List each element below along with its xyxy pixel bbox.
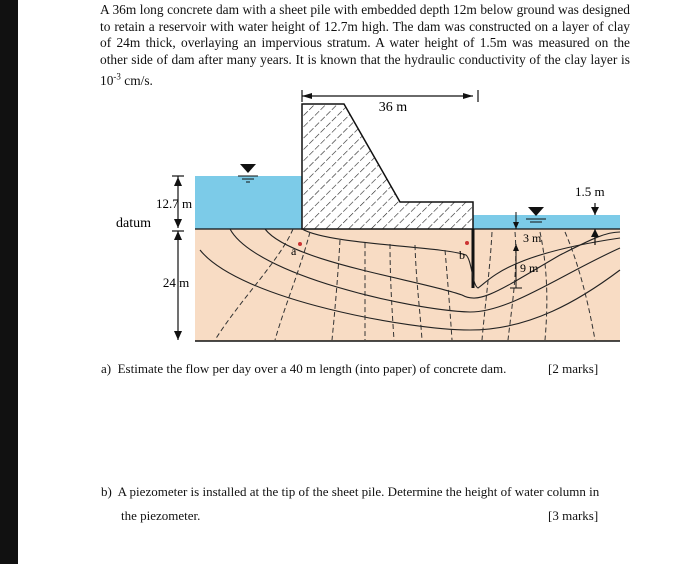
question-b: b) A piezometer is installed at the tip of the sheet pile. Determine the height of water column in bbox=[101, 484, 600, 499]
question-b-marks: [3 marks] bbox=[548, 508, 599, 523]
point-b-label: b bbox=[459, 248, 465, 262]
downstream-level-marker bbox=[528, 207, 544, 216]
point-a-marker bbox=[298, 242, 302, 246]
question-a-marks: [2 marks] bbox=[548, 361, 599, 376]
dim-9m-label: 9 m bbox=[520, 261, 539, 275]
dam-length-label: 36 m bbox=[378, 100, 408, 115]
dim-3m-label: 3 m bbox=[523, 231, 542, 245]
conductivity-value: $10^{-3}$ cm/s. bbox=[100, 71, 153, 88]
point-a-label: a bbox=[291, 244, 297, 258]
clay-thickness-label: 24 m bbox=[162, 275, 190, 290]
point-b-marker bbox=[465, 241, 469, 245]
downstream-water bbox=[473, 215, 620, 229]
upstream-head-label: 12.7 m bbox=[155, 196, 193, 211]
upstream-level-marker bbox=[240, 164, 256, 173]
question-a: a) Estimate the flow per day over a 40 m length (into paper) of concrete dam. bbox=[101, 361, 507, 376]
concrete-dam bbox=[302, 104, 473, 229]
upstream-water bbox=[195, 176, 302, 229]
problem-intro: A 36m long concrete dam with a sheet pile with embedded depth 12m below ground was designed to retain a reservoir with water height of 12.7m high. The dam was constructed on a layer of clay of 24m thick, overlaying an impervious stratum. A water height of 1.5m was measured on the other side of dam after many years. It is known that the hydraulic conductivity of the clay layer is bbox=[100, 2, 630, 67]
datum-label: datum bbox=[116, 216, 151, 231]
question-b-line2: the piezometer. bbox=[121, 508, 201, 523]
downstream-head-label: 1.5 m bbox=[575, 184, 605, 199]
